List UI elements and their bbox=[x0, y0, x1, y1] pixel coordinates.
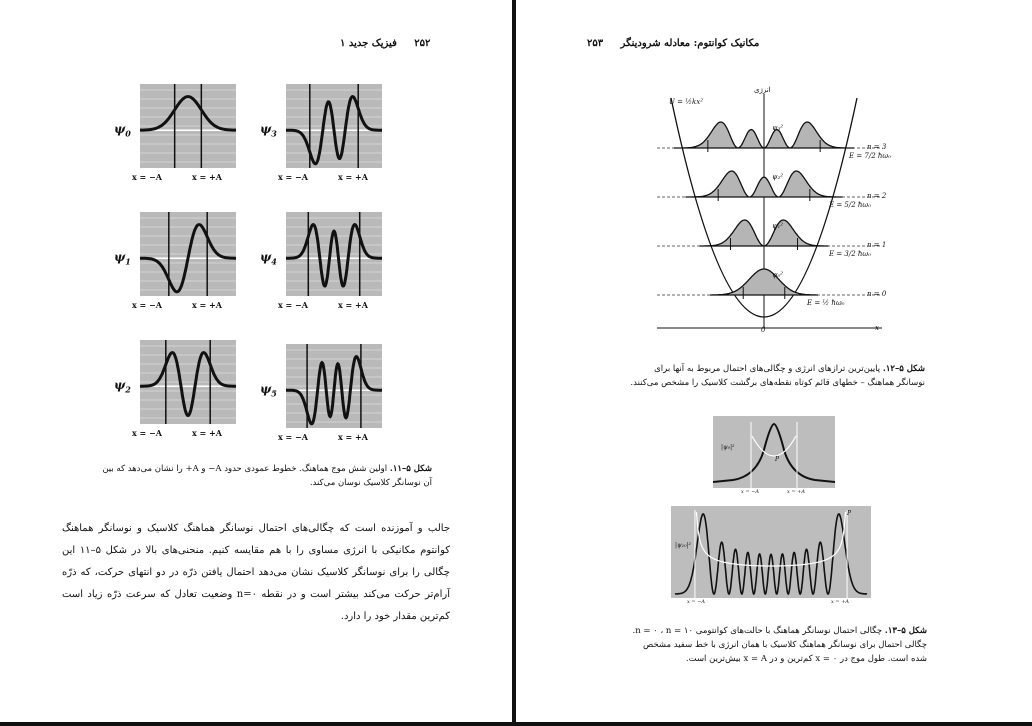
level-psi-label: ψ₃² bbox=[772, 124, 784, 132]
level-n-label: n = 1 bbox=[867, 241, 887, 249]
left-running-title: فیزیک جدید ۱ bbox=[340, 38, 397, 49]
level-energy-label: E = 5/2 ħω₀ bbox=[829, 201, 871, 209]
level-energy-label: E = ½ ħω₀ bbox=[807, 299, 845, 307]
caption-number: شکل ۵–۱۲. bbox=[882, 364, 925, 374]
plus-a-label: x = +A bbox=[831, 599, 849, 605]
psi-4-label: $\psi_4$ bbox=[260, 250, 277, 267]
right-page bbox=[517, 0, 1032, 722]
psi-3-label: $\psi_3$ bbox=[260, 122, 277, 139]
right-running-header bbox=[587, 38, 759, 49]
origin-label: 0 bbox=[761, 326, 766, 334]
level-n-label: n = 0 bbox=[867, 290, 887, 298]
minus-a-label: x = −A bbox=[278, 300, 308, 310]
psi10-label: |ψ₁₀|² bbox=[675, 542, 691, 549]
left-running-header bbox=[340, 38, 430, 49]
p-label: P bbox=[847, 510, 852, 517]
wave-panel-4 bbox=[286, 212, 382, 296]
wave-panel-5 bbox=[286, 344, 382, 428]
body-paragraph: جالب و آموزنده است که چگالی‌های احتمال نوسانگر هماهنگ کلاسیک و نوسانگر هماهنگ کوانتوم مکانیکی با انرژی مساوی را با هم مقایسه کنیم. منحنی‌های بالا در شکل ۵–۱۱ این چگالی را برای نوسانگر کلاسیک نشان می‌دهد احتمال یافتن ذرّه در دو انتهای حرکت، که ذرّه آرام‌تر حرکت می‌کند بیشتر است و در نقطه n=۰ وضعیت تعادل که سرعت ذرّه زیاد است کم‌ترین مقدار خود را دارد. bbox=[62, 523, 450, 622]
density-n0-photo bbox=[713, 416, 835, 496]
psi0-label: |ψ₀|² bbox=[721, 444, 735, 451]
level-energy-label: E = 7/2 ħω₀ bbox=[849, 152, 891, 160]
psi-0-label: $\psi_0$ bbox=[114, 122, 131, 139]
caption-text: پایین‌ترین ترازهای انرژی و چگالی‌های احتمال مربوط به آنها برای نوسانگر هماهنگ – خطهای قائم کوتاه نقطه‌های برگشت کلاسیک را مشخص می‌کنند. bbox=[630, 364, 925, 388]
figure-5-12-caption bbox=[627, 362, 925, 390]
level-psi-label: ψ₁² bbox=[772, 222, 784, 230]
right-running-title: مکانیک کوانتوم: معادله شرودینگر bbox=[620, 38, 760, 49]
bottom-border bbox=[0, 722, 1032, 726]
left-page-number: ۲۵۲ bbox=[414, 38, 431, 49]
minus-a-label: x = −A bbox=[278, 172, 308, 182]
minus-a-label: x = −A bbox=[132, 172, 162, 182]
minus-a-label: x = −A bbox=[132, 300, 162, 310]
psi-2-label: $\psi_2$ bbox=[114, 378, 131, 395]
psi-1-label: $\psi_1$ bbox=[114, 250, 131, 267]
plus-a-label: x = +A bbox=[192, 428, 222, 438]
plus-a-label: x = +A bbox=[192, 300, 222, 310]
minus-a-label: x = −A bbox=[687, 599, 705, 605]
plus-a-label: x = +A bbox=[787, 489, 805, 495]
wave-panel-0 bbox=[140, 84, 236, 168]
plus-a-label: x = +A bbox=[338, 300, 368, 310]
caption-text: اولین شش موج هماهنگ. خطوط عمودی حدود A− و A+ را نشان می‌دهد که بین آن نوسانگر کلاسیک نوسان می‌کند. bbox=[102, 464, 432, 488]
level-n-label: n = 3 bbox=[867, 143, 887, 151]
level-n-label: n = 2 bbox=[867, 192, 887, 200]
level-psi-label: ψ₀² bbox=[772, 271, 784, 279]
right-page-number: ۲۵۳ bbox=[587, 38, 604, 49]
minus-a-label: x = −A bbox=[278, 432, 308, 442]
plus-a-label: x = +A bbox=[338, 172, 368, 182]
plus-a-label: x = +A bbox=[338, 432, 368, 442]
left-page bbox=[0, 0, 512, 722]
wave-panel-3 bbox=[286, 84, 382, 168]
plus-a-label: x = +A bbox=[192, 172, 222, 182]
minus-a-label: x = −A bbox=[741, 489, 759, 495]
level-energy-label: E = 3/2 ħω₀ bbox=[829, 250, 871, 258]
wave-panel-2 bbox=[140, 340, 236, 424]
energy-axis-label: انرژی bbox=[754, 86, 771, 94]
density-n10-photo bbox=[671, 506, 871, 606]
level-psi-label: ψ₂² bbox=[772, 173, 784, 181]
caption-number: شکل ۵–۱۱. bbox=[389, 464, 432, 474]
p-label: P bbox=[775, 456, 780, 463]
caption-text: چگالی احتمال نوسانگر هماهنگ با حالت‌های کوانتومی n = ۰ ، n = ۱۰. چگالی احتمال برای نوسانگر هماهنگ کلاسیک با همان انرژی با خط سفید مشخص شده است. طول موج در x = ۰ کم‌ترین و در x = A بیش‌ترین است. bbox=[632, 626, 927, 664]
psi-5-label: $\psi_5$ bbox=[260, 382, 277, 399]
wave-panel-1 bbox=[140, 212, 236, 296]
energy-levels-figure bbox=[657, 84, 891, 334]
page-divider bbox=[512, 0, 516, 726]
x-axis-label: x bbox=[875, 324, 879, 332]
minus-a-label: x = −A bbox=[132, 428, 162, 438]
potential-label: U = ½kx² bbox=[669, 98, 703, 106]
figure-5-11-caption bbox=[102, 462, 432, 490]
caption-number: شکل ۵–۱۳. bbox=[884, 626, 927, 636]
figure-5-13-caption bbox=[627, 624, 927, 666]
